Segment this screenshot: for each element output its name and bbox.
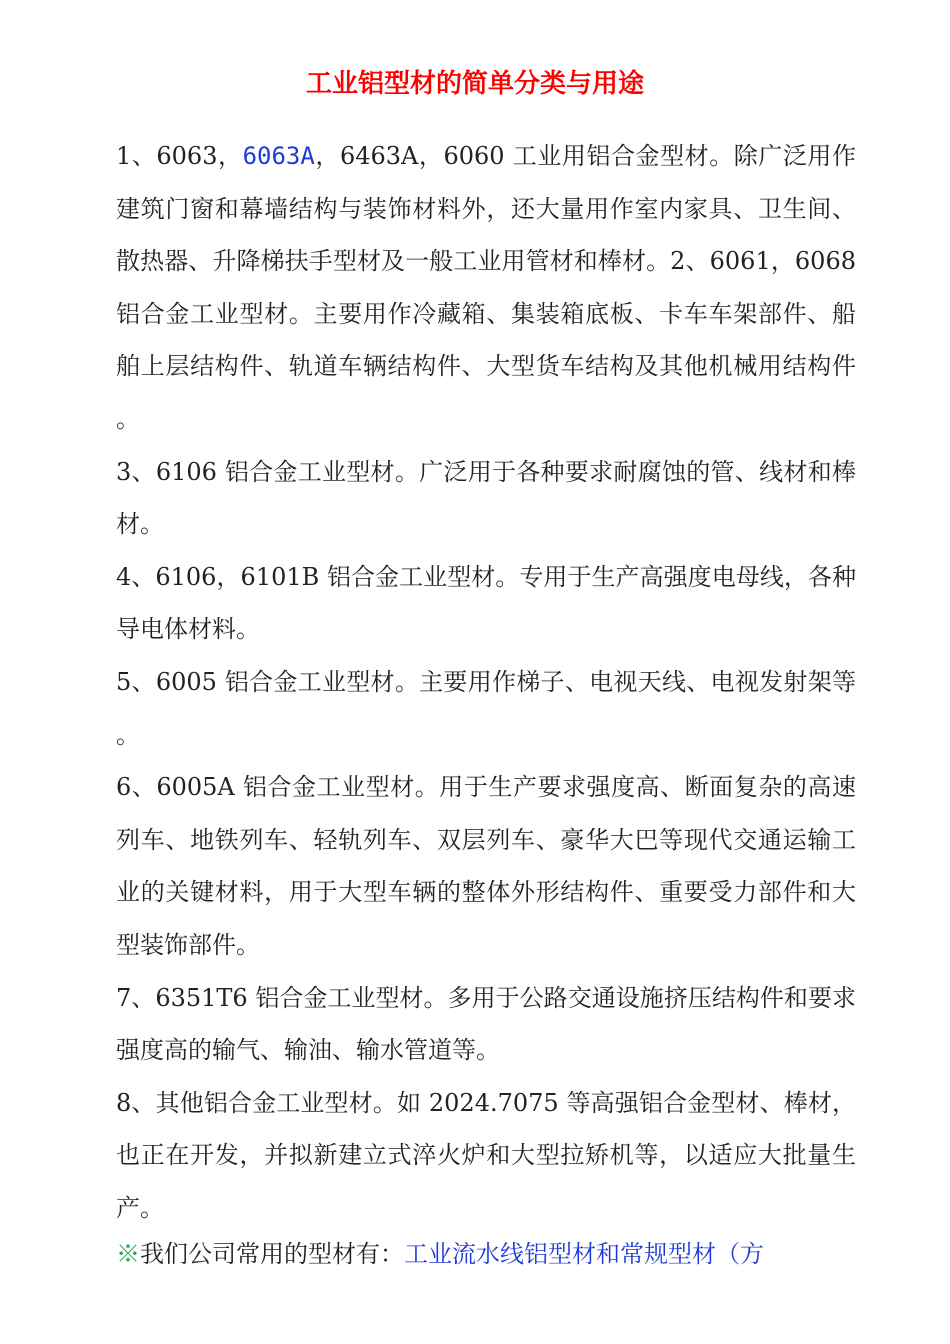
paragraph-6: 6、6005A 铝合金工业型材。用于生产要求强度高、断面复杂的高速列车、地铁列车、轻轨列车、双层列车、豪华大巴等现代交通运输工业的关键材料，用于大型车辆的整体外形结构件、重要受力部件和大型装饰部件。 — [116, 773, 856, 959]
alloy-6063a-highlight: 6063A — [242, 142, 315, 170]
document-body — [116, 130, 856, 1274]
company-profiles-note — [116, 1234, 856, 1274]
paragraph-1-rest: ，6463A，6060 工业用铝合金型材。除广泛用作建筑门窗和幕墙结构与装饰材料外，还大量用作室内家具、卫生间、散热器、升降梯扶手型材及一般工业用管材和棒材。2、6061，6068 铝合金工业型材。主要用作冷藏箱、集装箱底板、卡车车架部件、船舶上层结构件、轨道车辆结构件、大型货车结构及其他机械用结构件。 — [116, 142, 856, 433]
reference-mark-icon: ※ — [116, 1240, 140, 1269]
paragraph-1-lead: 1、6063， — [116, 142, 243, 170]
page-title: 工业铝型材的简单分类与用途 — [305, 69, 644, 99]
paragraph-8: 8、其他铝合金工业型材。如 2024.7075 等高强铝合金型材、棒材，也正在开发，并拟新建立式淬火炉和大型拉矫机等，以适应大批量生产。 — [116, 1088, 856, 1222]
note-label: 我们公司常用的型材有： — [140, 1240, 404, 1269]
note-value: 工业流水线铝型材和常规型材（方 — [404, 1240, 764, 1269]
paragraph-3: 3、6106 铝合金工业型材。广泛用于各种要求耐腐蚀的管、线材和棒材。 — [116, 457, 856, 539]
paragraph-7: 7、6351T6 铝合金工业型材。多用于公路交通设施挤压结构件和要求强度高的输气、输油、输水管道等。 — [116, 983, 856, 1065]
paragraph-4: 4、6106，6101B 铝合金工业型材。专用于生产高强度电母线，各种导电体材料。 — [116, 562, 856, 644]
paragraph-5: 5、6005 铝合金工业型材。主要用作梯子、电视天线、电视发射架等。 — [116, 667, 856, 749]
paragraph-1 — [116, 130, 856, 446]
